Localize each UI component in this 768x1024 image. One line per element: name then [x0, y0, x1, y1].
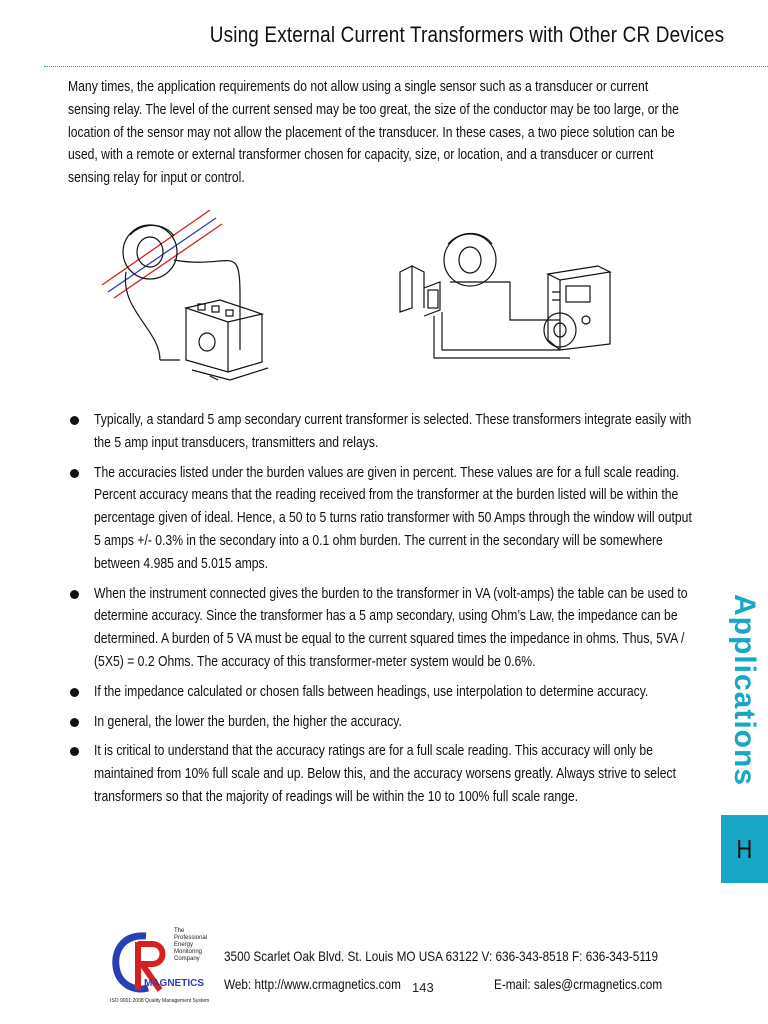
list-item: [68, 583, 768, 674]
bullet-text: It is critical to understand that the accuracy ratings are for a full scale reading. This accuracy will only be maintained from 10% full scale and up. Below this, and the accuracy worsens greatly. Always strive to select transformers so that the majority of readings will be within the 10 to 100% full scale range.: [94, 743, 676, 805]
website-link[interactable]: Web: http://www.crmagnetics.com: [224, 976, 401, 992]
list-item: [68, 462, 768, 576]
section-side-label: [720, 590, 768, 790]
list-item: [68, 409, 768, 455]
section-letter: H: [736, 833, 753, 864]
bullet-text: Typically, a standard 5 amp secondary current transformer is selected. These transformers integrate easily with the 5 amp input transducers, transmitters and relays.: [94, 412, 692, 451]
ct-with-transducer-diagram-icon: [90, 200, 630, 400]
logo-tagline: The Professional Energy Monitoring Company: [174, 928, 208, 962]
bullet-dot-icon: [70, 469, 79, 478]
bullet-dot-icon: [70, 416, 79, 425]
iso-certification: ISO 9001:2008 Quality Management System: [110, 998, 210, 1004]
ct-with-relay-diagram-icon: [400, 234, 610, 359]
bullet-list: [68, 409, 768, 816]
bullet-dot-icon: [70, 688, 79, 697]
page-number: 143: [412, 980, 434, 995]
company-address: 3500 Scarlet Oak Blvd. St. Louis MO USA 63122 V: 636-343-8518 F: 636-343-5119: [224, 948, 659, 964]
bullet-dot-icon: [70, 590, 79, 599]
page-footer: [0, 928, 768, 1024]
bullet-text: When the instrument connected gives the burden to the transformer in VA (volt-amps) the table can be used to determine accuracy. Since the transformer has a 5 amp secondary, using Ohm’s Law, the impedance can be determined. A burden of 5 VA must be equal to the current squared times the impedance in ohms. Thus, 5VA / (5X5) = 0.2 Ohms. The accuracy of this transformer-meter system would be 0.6%.: [94, 585, 688, 670]
list-item: [68, 740, 768, 808]
page-title: Using External Current Transformers with Other CR Devices: [209, 22, 724, 47]
intro-paragraph: Many times, the application requirements do not allow using a single sensor such as a transducer or current sensing relay. The level of the current sensed may be too great, the size of the conductor may be too large, or the location of the sensor may not allow the placement of the transducer. In these cases, a two piece solution can be used, with a remote or external transformer chosen for capacity, size, or location, and a transducer or current sensing relay for input or control.: [68, 79, 679, 187]
company-logo: [108, 928, 218, 1004]
bullet-text: If the impedance calculated or chosen falls between headings, use interpolation to determine accuracy.: [94, 683, 649, 700]
section-letter-tab: [721, 815, 768, 883]
email-link[interactable]: E-mail: sales@crmagnetics.com: [494, 976, 663, 992]
bullet-text: In general, the lower the burden, the higher the accuracy.: [94, 713, 402, 730]
list-item: [68, 711, 768, 734]
section-label: Applications: [728, 593, 761, 787]
list-item: [68, 681, 768, 704]
bullet-text: The accuracies listed under the burden values are given in percent. These values are for a full scale reading. Percent accuracy means that the reading received from the transformer at the burden listed will be within the percentage given of ideal. Hence, a 50 to 5 turns ratio transformer with 50 Amps through the window will output 5 amps +/- 0.3% in the secondary into a 0.1 ohm burden. The current in the secondary will be somewhere between 4.985 and 5.015 amps.: [94, 464, 692, 572]
bullet-dot-icon: [70, 718, 79, 727]
figures-area: [90, 200, 630, 400]
logo-brand-text: MAGNETICS: [144, 978, 204, 989]
bullet-dot-icon: [70, 747, 79, 756]
title-divider: [44, 66, 768, 67]
